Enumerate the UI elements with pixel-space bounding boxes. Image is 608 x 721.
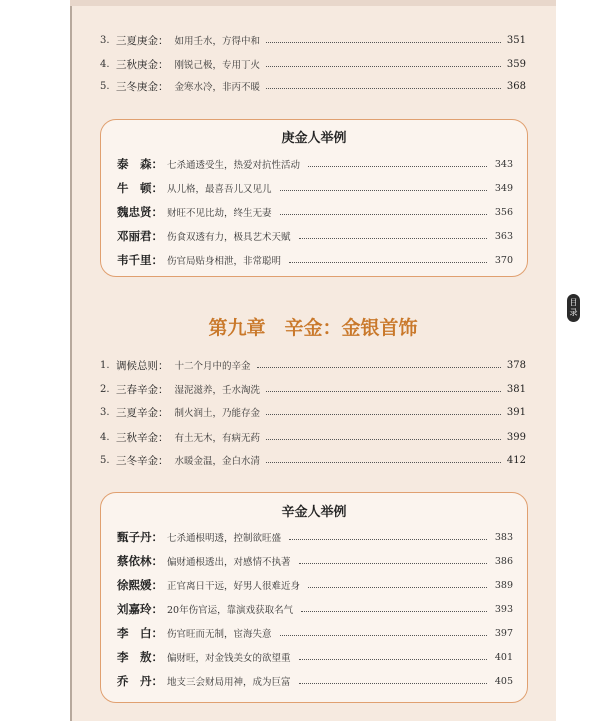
page-top-bar — [70, 0, 556, 6]
entry-description: 伤官旺而无制，宦海失意 — [167, 629, 272, 640]
example-entry[interactable] — [117, 227, 513, 245]
leader-dots — [289, 261, 487, 263]
person-name: 甄子丹： — [117, 530, 163, 544]
toc-entry-label: 三冬庚金： — [116, 80, 169, 93]
leader-dots — [308, 165, 487, 167]
entry-description: 正官离日干远，好男人很难近身 — [167, 581, 301, 592]
entry-page: 393 — [494, 603, 513, 615]
toc-entry-subtitle: 湿泥滋养，壬水淘洗 — [174, 385, 261, 396]
example-entry[interactable] — [117, 203, 513, 221]
entry-page: 405 — [494, 675, 513, 687]
person-name: 李 白： — [117, 626, 163, 640]
toc-entry[interactable] — [100, 451, 526, 469]
entry-page: 401 — [494, 651, 513, 663]
toc-entry[interactable] — [100, 31, 526, 49]
example-entry[interactable] — [117, 576, 513, 594]
entry-page: 383 — [494, 531, 513, 543]
person-name: 韦千里： — [117, 253, 163, 267]
toc-entry-number: 4. — [100, 58, 110, 70]
leader-dots — [280, 213, 487, 215]
toc-side-tab[interactable] — [567, 294, 580, 322]
toc-entry-page: 412 — [506, 454, 526, 466]
entry-page: 370 — [494, 254, 513, 266]
toc-entry-label: 三夏辛金： — [116, 406, 169, 419]
leader-dots — [299, 658, 487, 660]
leader-dots — [266, 390, 501, 392]
person-name: 魏忠贤： — [117, 205, 163, 219]
entry-page: 397 — [494, 627, 513, 639]
entry-page: 356 — [494, 206, 513, 218]
toc-entry-label: 三夏庚金： — [116, 34, 169, 47]
toc-entry[interactable] — [100, 380, 526, 398]
toc-entry-subtitle: 如用壬水，方得中和 — [174, 36, 261, 47]
side-tab-char: 目 — [569, 298, 578, 307]
toc-entry[interactable] — [100, 55, 526, 73]
entry-page: 389 — [494, 579, 513, 591]
leader-dots — [299, 562, 487, 564]
leader-dots — [266, 438, 501, 440]
entry-description: 七杀通根明透，控制欲旺盛 — [167, 533, 282, 544]
leader-dots — [280, 634, 487, 636]
toc-entry-number: 3. — [100, 406, 110, 418]
entry-description: 偏财通根透出，对感情不执著 — [167, 557, 291, 568]
leader-dots — [266, 461, 501, 463]
toc-entry[interactable] — [100, 356, 526, 374]
toc-entry-subtitle: 水暖金温，金白水清 — [174, 456, 261, 467]
box-title: 庚金人举例 — [281, 131, 347, 146]
toc-entry-subtitle: 十二个月中的辛金 — [174, 361, 251, 372]
toc-entry-number: 4. — [100, 431, 110, 443]
entry-page: 343 — [494, 158, 513, 170]
toc-entry-subtitle: 金寒水冷，非丙不暖 — [174, 82, 261, 93]
person-name: 牛 顿： — [117, 181, 163, 195]
toc-entry-number: 5. — [100, 454, 110, 466]
example-entry[interactable] — [117, 600, 513, 618]
leader-dots — [299, 237, 487, 239]
toc-entry-page: 391 — [506, 406, 526, 418]
example-entry[interactable] — [117, 155, 513, 173]
entry-page: 386 — [494, 555, 513, 567]
leader-dots — [301, 610, 487, 612]
entry-page: 349 — [494, 182, 513, 194]
toc-entry-page: 368 — [506, 80, 526, 92]
entry-description: 从儿格，最喜吾儿又见儿 — [167, 184, 272, 195]
toc-entry-subtitle: 有土无木，有病无药 — [174, 433, 261, 444]
side-tab-char: 录 — [569, 308, 578, 317]
person-name: 徐熙媛： — [117, 578, 163, 592]
toc-entry-page: 359 — [506, 58, 526, 70]
toc-entry[interactable] — [100, 77, 526, 95]
toc-entry-page: 351 — [506, 34, 526, 46]
toc-entry-label: 三春辛金： — [116, 383, 169, 396]
entry-description: 伤食双透有力，极具艺术天赋 — [167, 232, 291, 243]
person-name: 邓丽君： — [117, 229, 163, 243]
entry-description: 偏财旺，对金钱美女的欲望重 — [167, 653, 291, 664]
leader-dots — [266, 87, 501, 89]
example-entry[interactable] — [117, 528, 513, 546]
entry-description: 地支三会财局用神，成为巨富 — [167, 677, 291, 688]
entry-description: 七杀通透受生，热爱对抗性活动 — [167, 160, 301, 171]
example-box-xin — [100, 492, 528, 703]
box-title: 辛金人举例 — [281, 505, 347, 520]
person-name: 乔 丹： — [117, 674, 163, 688]
person-name: 李 敖： — [117, 650, 163, 664]
toc-entry-subtitle: 刚锐己极，专用丁火 — [174, 60, 261, 71]
leader-dots — [299, 682, 487, 684]
toc-entry-subtitle: 制火润土，乃能存金 — [174, 408, 261, 419]
toc-entry[interactable] — [100, 403, 526, 421]
toc-entry[interactable] — [100, 428, 526, 446]
entry-description: 20年伤官运，靠演戏获取名气 — [167, 605, 294, 616]
leader-dots — [266, 65, 501, 67]
toc-entry-number: 3. — [100, 34, 110, 46]
leader-dots — [308, 586, 487, 588]
chapter-title: 第九章 辛金：金银首饰 — [208, 317, 418, 339]
example-entry[interactable] — [117, 624, 513, 642]
example-entry[interactable] — [117, 648, 513, 666]
example-entry[interactable] — [117, 179, 513, 197]
person-name: 蔡依林： — [117, 554, 163, 568]
entry-page: 363 — [494, 230, 513, 242]
toc-entry-page: 378 — [506, 359, 526, 371]
person-name: 泰 森： — [117, 157, 163, 171]
toc-entry-label: 调候总则： — [116, 359, 169, 372]
toc-entry-label: 三冬辛金： — [116, 454, 169, 467]
toc-entry-label: 三秋庚金： — [116, 58, 169, 71]
example-box-geng — [100, 119, 528, 277]
page-left-rule — [70, 0, 72, 721]
example-entry[interactable] — [117, 251, 513, 269]
leader-dots — [266, 413, 501, 415]
leader-dots — [280, 189, 487, 191]
example-entry[interactable] — [117, 552, 513, 570]
toc-entry-page: 399 — [506, 431, 526, 443]
toc-entry-page: 381 — [506, 383, 526, 395]
leader-dots — [289, 538, 487, 540]
example-entry[interactable] — [117, 672, 513, 690]
toc-entry-number: 2. — [100, 383, 110, 395]
leader-dots — [266, 41, 501, 43]
toc-entry-number: 5. — [100, 80, 110, 92]
entry-description: 财旺不见比劫，终生无妻 — [167, 208, 272, 219]
toc-entry-label: 三秋辛金： — [116, 431, 169, 444]
entry-description: 伤官局贴身相泄，非常聪明 — [167, 256, 282, 267]
leader-dots — [257, 366, 501, 368]
person-name: 刘嘉玲： — [117, 602, 163, 616]
toc-entry-number: 1. — [100, 359, 110, 371]
